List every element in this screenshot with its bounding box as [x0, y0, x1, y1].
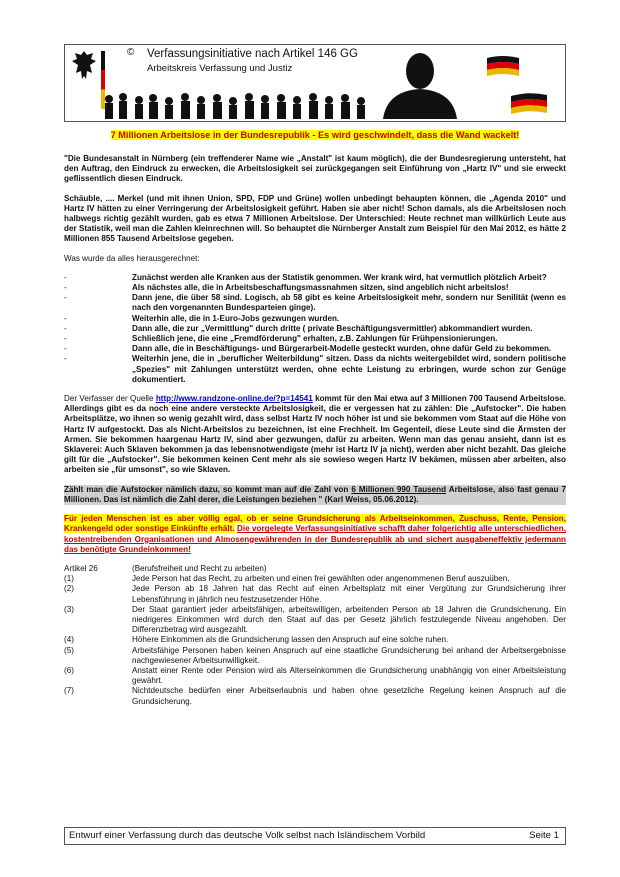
source-body: kommt für den Mai etwa auf 3 Millionen 700 Tausend Arbeitslose. Allerdings gibt es da noch eine andere versteckte Arbeitslosigkeit, die er vergessen hat zu zählen: Die „Aufstocker". Die haben Arbeitsplätze, wo ihnen so wenig gezahlt wird, dass selbst Hartz IV noch höher ist und sie bekommen vom Staat auf die Höhe von Hartz IV aufgestockt. Das als Nicht-Arbeitslos zu bezeichnen, ist eine Frechheit. Im Gegenteil, diese Leute sind die Ärmsten der Armen. Sie bekommen haargenau Hartz IV, sind aber gezwungen, dafür zu arbeiten. Wenn man das genau ansieht, dann ist es Sklaverei: Auch Sklaven bekommen ja das lebensnotwendigste (mehr ist Hartz IV ja nicht), werden aber nicht bezahlt. Das gleiche gilt für die „Aufstocker". Sie bekommen keinen Cent mehr als sie sowieso wegen Hartz IV bekämen, müssen aber arbeiten, also arbeiten sie „für umsonst", so wie Sklaven. — [64, 394, 566, 475]
page-footer — [64, 827, 566, 845]
list-item: - Schließlich jene, die eine „Fremdförderung" erhalten, z.B. Zahlungen für Frühpensionierungen. — [64, 334, 498, 344]
list-item: - Dann jene, die über 58 sind. Logisch, ab 58 gibt es keine Arbeitslosigkeit mehr, sondern nur Senilität (wenn es nach den vorgenannten Bundesparteien ginge). — [64, 293, 566, 313]
page-number: Seite 1 — [529, 830, 559, 841]
list-intro: Was wurde da alles herausgerechnet: — [64, 253, 200, 263]
aufstocker-total-paragraph: Zählt man die Aufstocker nämlich dazu, so kommt man auf die Zahl von 6 Millionen 990 Tausend Arbeitslose, also fast genau 7 Millionen. Das ist nämlich die Zahl derer, die Leistungen beziehen " (Karl Weiss, 05.06.2012). — [64, 484, 566, 504]
list-item: - Dann alle, die in Beschäftigungs- und Bürgerarbeit-Modelle gesteckt wurden, ohne dafür Geld zu bekommen. — [64, 344, 552, 354]
source-paragraph — [64, 394, 566, 476]
source-link[interactable]: http://www.randzone-online.de/?p=14541 — [155, 394, 313, 404]
agenda-claim: Schäuble, .... Merkel (und mit ihnen Union, SPD, FDP und Grüne) wollen unbedingt behaupten können, die „Agenda 2010" und Hartz IV hätten zu einer Verringerung der Arbeitslosigkeit geführt. Haben sie aber nicht! — [64, 193, 566, 213]
article-clause: (7) Nichtdeutsche bedürfen einer Arbeitserlaubnis und haben ohne gesetzliche Regelung keinen Anspruch auf die Grundsicherung. — [64, 686, 566, 706]
list-item: - Weiterhin jene, die in „beruflicher Weiterbildung" sitzen. Dass da nichts weitergebildet wird, sondern politische „Spezies" mit Zahlungen unterstützt werden, ohne echte Leistung zu erbringen, wurde schon zur Genüge dokumentiert. — [64, 354, 566, 384]
article-clause: (3) Der Staat garantiert jeder arbeitsfähigen, arbeitswilligen, arbeitenden Person ab 18 Jahren die Grundsicherung. Ein niedrigeres Einkommen wird durch den Staat auf das per Gesetz jährlich festzulegende Niveau angehoben. Der Differenzbetrag wird ausgezahlt. — [64, 604, 566, 635]
header-title: Verfassungsinitiative nach Artikel 146 GG — [147, 48, 358, 60]
list-item: - Dann alle, die zur „Vermittlung" durch dritte ( private Beschäftigungsvermittler) abkommandiert wurden. — [64, 323, 533, 333]
document-body — [64, 154, 566, 707]
letterhead — [64, 44, 566, 122]
highlighted-statement: Für jeden Menschen ist es aber völlig egal, ob er seine Grundsicherung als Arbeitseinkommen, Zuschuss, Rente, Pension, Krankengeld oder sonstige Einkünfte erhält. — [64, 514, 566, 534]
headline-banner — [64, 130, 566, 140]
source-intro: Der Verfasser der Quelle — [64, 394, 156, 404]
article-clause: (2) Jede Person ab 18 Jahren hat das Recht auf einen Arbeitsplatz mit einer Vergütung zur Grundsicherung ihrer Lebensführung in jährlich neu festzusetzender Höhe. — [64, 584, 566, 604]
article-clause: (1) Jede Person hat das Recht, zu arbeiten und einen frei gewählten oder angenommenen Beruf auszuüben. — [64, 574, 510, 584]
initiative-statement: Die vorgelegte Verfassungsinitiative schafft daher folgerichtig alle unterschiedlichen, kostentreibenden Organisationen und Almosengewährenden in der Bundesrepublik ab und sichert ausgabeneffektiv jedermann das benötigte Grundeinkommen! — [64, 524, 566, 554]
german-flag-icon — [485, 55, 521, 79]
person-silhouette-image — [375, 47, 465, 119]
article-clause: (5) Arbeitsfähige Personen haben keinen Anspruch auf eine staatliche Grundsicherung bei anhand der Arbeitsergebnisse nachgewiesener Arbeitsunwilligkeit. — [64, 645, 566, 665]
copyright-symbol: © — [127, 47, 135, 58]
german-flag-waving-icon — [509, 91, 549, 115]
list-item: - Als nächstes alle, die in Arbeitsbeschaffungsmassnahmen sitzen, sind angeblich nicht arbeitslos! — [64, 283, 509, 293]
footer-text: Entwurf einer Verfassung durch das deutsche Volk selbst nach Isländischem Vorbild — [69, 830, 426, 841]
total-figure: 6 Millionen 990 Tausend — [351, 484, 447, 494]
conclusion-paragraph — [64, 514, 566, 555]
headline-text: 7 Millionen Arbeitslose in der Bundesrepublik - Es wird geschwindelt, dass die Wand wackelt! — [110, 130, 520, 140]
article-heading: Artikel 26 (Berufsfreiheit und Recht zu arbeiten) — [64, 563, 267, 573]
agenda-paragraph — [64, 194, 566, 245]
list-item: - Weiterhin alle, die in 1-Euro-Jobs gezwungen wurden. — [64, 313, 340, 323]
federal-eagle-icon — [71, 49, 97, 83]
header-subtitle: Arbeitskreis Verfassung und Justiz — [147, 63, 293, 74]
article-26 — [64, 564, 566, 707]
article-clause: (6) Anstatt einer Rente oder Pension wird als Alterseinkommen die Grundsicherung unabhängig von einer Arbeitsleistung gewährt. — [64, 665, 566, 686]
article-clause: (4) Höhere Einkommen als die Grundsicherung lassen den Anspruch auf eine solche ruhen. — [64, 635, 449, 645]
excluded-list — [64, 273, 566, 385]
intro-paragraph: "Die Bundesanstalt in Nürnberg (ein treffenderer Name wie „Anstalt" ist kaum möglich), die der Bundesregierung untersteht, hat den Auftrag, den Eindruck zu erwecken, die Arbeitslosigkeit sei zurückgegangen seit Einführung von „Hartz IV" und sie erweckt geflissentlich diesen Eindruck. — [64, 154, 566, 184]
agenda-explanation: Schon damals, als die Arbeitslosen noch halbwegs richtig gezählt wurden, gab es etwa 7 Millionen Arbeitslose. Der Unterschied: Heute rechnet man willkürlich Leute aus der Statistik, weil man die Zahlen kleinrechnen will. So behauptet die Nürnberger Anstalt zum Beispiel für den Mai 2012, es hätte 2 Millionen 855 Tausend Arbeitslose gegeben. — [64, 203, 566, 244]
list-item: - Zunächst werden alle Kranken aus der Statistik genommen. Wer krank wird, hat vermutlich plötzlich Arbeit? — [64, 272, 547, 282]
